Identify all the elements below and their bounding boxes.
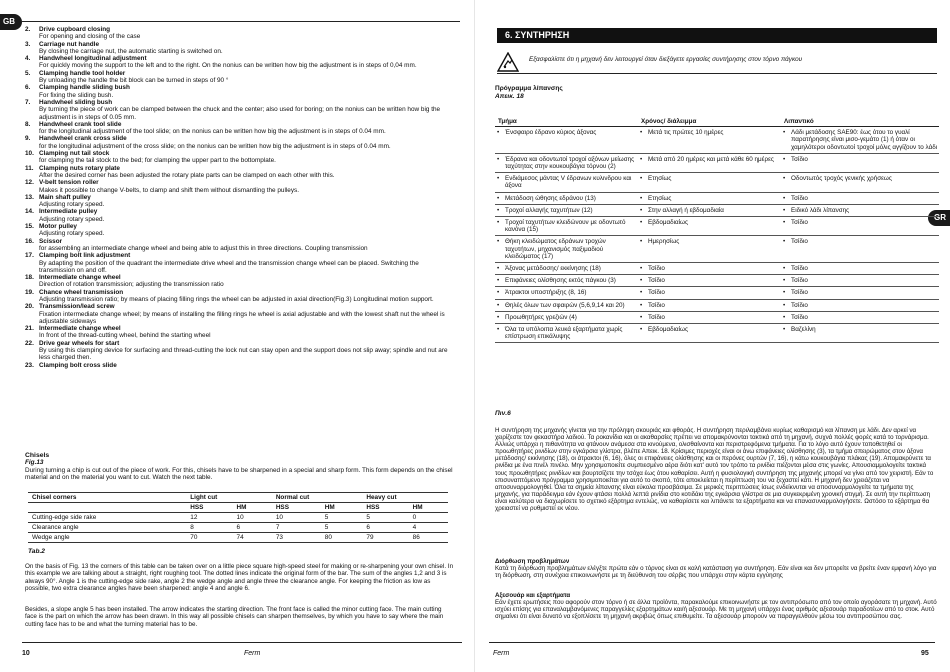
part-item: [25, 325, 455, 340]
table-cell: 86: [409, 533, 448, 543]
part-number: 11.: [25, 164, 34, 172]
table-cell: 10: [272, 513, 321, 523]
maintenance-cell: • Ημερησίως: [638, 238, 781, 260]
maintenance-cell: • Τροχοί αλλαγής ταχυτήτων (12): [495, 207, 638, 214]
part-title-line: [25, 252, 455, 259]
part-item: [25, 179, 455, 194]
part-number: 22.: [25, 339, 34, 347]
table-cell: Wedge angle: [28, 533, 186, 543]
part-title: Clamping nuts rotary plate: [39, 164, 120, 172]
part-title-line: [25, 150, 455, 157]
maintenance-cell: • Ετησίως: [638, 195, 781, 202]
part-title-line: [25, 274, 455, 281]
part-title-line: [25, 289, 455, 296]
table-cell: 7: [272, 523, 321, 533]
part-item: [25, 55, 455, 70]
part-number: 8.: [25, 120, 31, 128]
maintenance-body: Η συντήρηση της μηχανής γίνεται για την πρόληψη σκουριάς και φθοράς. Η συντήρηση περιλαμβάνει κυρίως καθαρισμό και λίπανση με λάδι. Δεν αρκεί να χειρίζεστε τον φεκαστήρα λαδιού. Τα ροκανίδια και οι ακαθαρσίες πρέπει να απομακρύνονται τακτικά από τη μηχανή, συχνά πολλές φορές κατά το τορνάρισμα. Αλλιώς υπάρχει η πιθανότητα να φτάνουν ανάμεσα στα κινούμενα, ολισθαίνοντα και περιστρεφόμενα τμήματα. Για το λόγο αυτό έχουν τοποθετηθεί οι προωθητήρες ρινιδίων στην εγκάρσια γλίστρα, βλέπε Απεικ. 18. Κρίσιμες περιοχές είναι οι άνω επιφάνειες ολίσθησης (3), τα τμήμα σπειρώματος στον άξονα μετάδοσης/ εκκίνησης (18), οι άτρακτοι (6, 16), όλες οι επιφάνειες ολίσθησης και οι περόνες ουρτών (7, 16), η κάτω κουκουβάγια πλάκας (19). Απομακρύνετε τα ρινίδια με ένα πινέλ πινέλο. Μην χρησιμοποιείτε συμπιεσμένο αέρα διότι κατ' αυτό τον τρόπο τα ρινίδια πιέζονται μέσα στις γωνίες. Απουσιαμμολογείτε τακτικά τους προωθητήρες ρινιδίων και βουρτσίζετε την τσόχα έως ότου καθαρίσει. Αυτή η φυσιολογική συντήρηση της μηχανής μπορεί να γίνει από τον χειριστή. Εάν το επισυναπτόμενο πρόγραμμα χρησιμοποιείται για αυτό το σκοπό, τότε αποκλείεται η περίπτωση του να ξεχαστεί κάτι. Η μηχανή δεν χρειάζεται να αποσυναρμολογηθεί. Όλα τα σημεία λίπανσης είναι εύκολα προσβάσιμα. Σε μερικές περιπτώσεις ίσως ενδείκνυται να αποσυναρμολογείτε τα τμήματα της μηχανής, για παράδειγμα εάν έχουν φτάσει πολλά λεπτά ρινίδια στο κοτιδάκι της εγκάρσια γλίστρα σε μια συγκεκριμένη χρονική στιγμή. Σε αυτή την περίπτωση είναι καλύτερα να διαχωρίσετε το σχετικό εξάρτημα εντελώς, να καθαρίσετε και λιπάνετε τα εξαρτήματα και να επανασυναρμολογήσετε. Ωστόσο το εξάρτημα θα χρειαστεί να ρυθμιστεί εκ νέου.: [495, 427, 934, 513]
maintenance-cell: • Στην αλλαγή ή εβδομαδιαία: [638, 207, 781, 214]
part-number: 15.: [25, 223, 34, 231]
part-title-line: [25, 208, 455, 215]
part-item: [25, 303, 455, 325]
maintenance-cell: • Εβδομαδιαίως: [638, 326, 781, 340]
part-item: [25, 41, 455, 56]
maintenance-row: [495, 300, 939, 312]
accessories-text: Εάν έχετε ερωτήσεις που αφορούν στον τόρνο ή σε άλλα προϊόντα, παρακαλούμε επικοινωνήστε με τον αντιπρόσωπο από τον οποίο αγοράσατε τη μηχανή. Αυτό ισχύει επίσης για επαναλαμβανόμενες παραγγελίες εξαρτημάτων και/ή αξεσουάρ. Με τη μηχανή υπάρχει ένας αριθμός αξεσουάρ παραδοτέων από το στοκ. Αυτό σημαίνει ότι είναι δυνατό να εξοπλίσετε τη μηχανή ακριβώς όπως επιθυμείτε. Τα αξεσουάρ μπορούν να παραγγελθούν μέσω του αντιπροσώπου σας.: [495, 599, 937, 621]
chisels-fig: Fig.13: [25, 459, 44, 467]
table-cell: Clearance angle: [28, 523, 186, 533]
maintenance-cell: • Θηλές όλων των σφαιρών (5,6,9,14 και 20): [495, 302, 638, 309]
part-title: Handwheel crank tool slide: [39, 120, 122, 128]
table-cell: 12: [186, 513, 232, 523]
table-sub: HSS: [186, 503, 232, 513]
maintenance-row: [495, 263, 939, 275]
maintenance-cell: • Προωθητήρες γρεζιών (4): [495, 314, 638, 321]
part-description: By closing the carriage nut, the automatic starting is switched on.: [39, 47, 223, 55]
footer-brand: Ferm: [493, 650, 510, 657]
table-cell: 74: [233, 533, 272, 543]
part-description: Adjusting transmission ratio; by means of placing filling rings the wheel can be adjusted in axial direction(Fig.3) Longitudinal motion support.: [39, 295, 434, 303]
maintenance-cell: • Οδοντωτός τροχός γενικής χρήσεως: [781, 175, 939, 189]
language-tab-gr: GR: [928, 210, 950, 226]
col-header: Τμήμα: [498, 118, 517, 125]
maintenance-row: [495, 205, 939, 217]
part-title-line: [25, 121, 455, 128]
part-title-line: [25, 55, 455, 62]
part-title-line: [25, 340, 455, 347]
table-cell: 6: [233, 523, 272, 533]
part-description: By using this clamping device for surfacing and thread-cutting the lock nut can stay open and the support does not slip away; spindle and nut are less charged then.: [39, 347, 448, 362]
part-title-line: [25, 238, 455, 245]
troubleshooting-text: Κατά τη διόρθωση προβλημάτων ελέγξτε πρώτα εάν ο τόρνος είναι σε καλή κατάσταση για συντήρηση. Εάν είναι και δεν μπορείτε να βρείτε έναν εμφανή λόγο για τη διόρθωση, στη συνέχεια επικοινωνήστε με τη διεύθυνση του σέρβις που υπάρχει στην κάρτα εγγύησης: [495, 565, 937, 580]
maintenance-row: [495, 127, 939, 154]
maintenance-cell: • Τσίδιο: [781, 265, 939, 272]
part-title: Clamping bolt link adjustment: [39, 252, 131, 260]
table-head: Light cut: [186, 493, 272, 503]
table-cell: 10: [233, 513, 272, 523]
page-number: 95: [921, 650, 929, 657]
part-title: Handwheel sliding bush: [39, 98, 113, 106]
part-title-line: [25, 26, 455, 33]
table-cell: 0: [409, 513, 448, 523]
part-item: [25, 223, 455, 238]
maintenance-row: [495, 173, 939, 192]
maintenance-warning-icon: [497, 52, 519, 72]
table-row: [28, 523, 448, 533]
part-title: Clamping handle sliding bush: [39, 84, 130, 92]
part-description: for assembling an intermediate change wheel and being able to adjust this in three directions. Coupling transmission: [39, 244, 368, 252]
table-head: Heavy cut: [362, 493, 448, 503]
part-number: 10.: [25, 150, 34, 158]
language-tab-gb: GB: [0, 14, 22, 30]
paragraph: On the basis of Fig. 13 the corners of this table can be taken over on a little piece square high-speed steel for making or re-sharpening your own chisel. In this example we are talking about a straight, right roughing tool. The dotted lines indicate the original form of the bar. The sum of the angles 1,2 and 3 is always 90°. Angle 1 is the cutting-edge side rake, angle 2 the wedge angle and angle three the clearance angle. For keeping the friction as low as possible, two extra clearance angles have been sharpened: angle 4 and angle 6.: [25, 563, 454, 593]
part-description: For opening and closing of the case: [39, 33, 141, 41]
maintenance-cell: • Τσίδιο: [638, 314, 781, 321]
col-header: Χρόνος/ διάλειμμα: [641, 118, 697, 125]
chisel-table: [28, 492, 448, 543]
part-number: 20.: [25, 303, 34, 311]
part-title-line: [25, 194, 455, 201]
table-sub: HSS: [362, 503, 408, 513]
part-number: 12.: [25, 179, 34, 187]
part-item: [25, 362, 455, 369]
part-description: For fixing the sliding bush.: [39, 91, 114, 99]
maintenance-cell: • Θήκη κλειδώματος εδράνων τροχών ταχυτήτων, μηχανισμός παξιμαδιού κλειδώματος (17): [495, 238, 638, 260]
maintenance-cell: • Τσίδιο: [638, 265, 781, 272]
maintenance-cell: • Ενδιάμεσος μάντας V έδρανων κυλινδρου και άξονα: [495, 175, 638, 189]
maintenance-cell: • Ένσφαιρο έδρανο κύριος άξονας: [495, 129, 638, 151]
part-title: V-belt tension roller: [39, 179, 99, 187]
part-title: Handwheel crank cross slide: [39, 135, 127, 143]
col-header: Λιπαντικό: [784, 118, 814, 125]
part-title-line: [25, 165, 455, 172]
part-item: [25, 340, 455, 362]
part-item: [25, 274, 455, 289]
part-item: [25, 121, 455, 136]
table-cell: 6: [362, 523, 408, 533]
part-title: Intermediate change wheel: [39, 274, 121, 282]
part-title: Chance wheel transmission: [39, 288, 124, 296]
part-description: for the longitudinal adjustment of the cross slide; on the nonius can be written how big the adjustment is in steps of 0.04 mm.: [39, 142, 391, 150]
table-head: Chisel corners: [28, 493, 186, 503]
part-number: 21.: [25, 325, 34, 333]
part-description: Fixation intermediate change wheel; by means of installing the filling rings he wheel is axial adjustable and with the lowest shaft nut the wheel is adjustable sideways: [39, 310, 445, 325]
part-number: 4.: [25, 55, 31, 63]
page-number: 10: [22, 650, 30, 657]
maintenance-cell: • Τσίδιο: [781, 277, 939, 284]
part-title: Motor pulley: [39, 223, 77, 231]
part-description: Direction of rotation transmission; adjusting the transmission ratio: [39, 281, 224, 289]
part-title: Intermediate change wheel: [39, 325, 121, 333]
table-cell: 5: [321, 513, 363, 523]
table-row: [28, 513, 448, 523]
maintenance-cell: • Τσίδιο: [781, 156, 939, 170]
maintenance-cell: • Τσίδιο: [638, 289, 781, 296]
part-title-line: [25, 303, 455, 310]
part-description: Adjusting rotary speed.: [39, 201, 105, 209]
lubrication-fig: Απεικ. 18: [495, 92, 524, 100]
part-title: Intermediate pulley: [39, 208, 98, 216]
chisels-heading: Chisels: [25, 452, 50, 459]
maintenance-cell: • Ειδικό λάδι λίπανσης: [781, 207, 939, 214]
part-description: By unloading the handle the bit block can be turned in steps of 90 °: [39, 77, 229, 85]
section-title: 6. ΣΥΝΤΗΡΗΣΗ: [497, 28, 937, 43]
part-title: Scissor: [39, 237, 63, 245]
paragraph: Besides, a slope angle 5 has been installed. The arrow indicates the starting direction. The front face is called the minor cutting face. The main cutting face is the part on which the arrow has been drawn. In this way all possible chisels can sharpen themselves, by which you have to say where the main cutting face has to be and what the turning material has to be.: [25, 606, 444, 628]
chisels-section: [25, 452, 455, 482]
part-item: [25, 194, 455, 209]
maintenance-table-header: [495, 118, 939, 127]
part-title-line: [25, 362, 455, 369]
maintenance-cell: • Λάδι μετάδοσης SAE90: έως ότου το γυαλί παρατήρησης είναι μισο-γεμάτο (1) ή όταν οι χαμηλότεροι οδοντωτοί τροχοί μόλις αγγίζουν το λάδι: [781, 129, 939, 151]
footer-rule: [22, 642, 462, 643]
part-item: [25, 135, 455, 150]
part-description: After the desired corner has been adjusted the rotary plate parts can be clamped on each other with this.: [39, 171, 335, 179]
maintenance-row: [495, 236, 939, 263]
warning-text: Εξασφαλίστε ότι η μηχανή δεν λειτουργεί όταν διεξάγετε εργασίες συντήρησης στον τόρνο πάγκου: [529, 56, 803, 63]
part-item: [25, 26, 455, 41]
lubrication-title: Πρόγραμμα λίπανσης: [495, 85, 563, 92]
maintenance-cell: • Βαζελίνη: [781, 326, 939, 340]
table-cell: 79: [362, 533, 408, 543]
part-title-line: [25, 223, 455, 230]
table-cell: 8: [186, 523, 232, 533]
table-sub: HM: [321, 503, 363, 513]
chisels-text: During turning a chip is cut out of the piece of work. For this, chisels have to be sharpened in a special and sharp form. This form depends on the chisel material and on the material you want to cut. Watch the next table.: [25, 466, 453, 482]
maintenance-cell: • Τσίδιο: [781, 314, 939, 321]
part-description: For quickly moving the support to the left and to the right. On the nonius can be written how big the adjustment is in steps of 0,04 mm.: [39, 62, 417, 70]
part-title-line: [25, 70, 455, 77]
table-cell: Cutting-edge side rake: [28, 513, 186, 523]
part-description: Adjusting rotary speed.: [39, 215, 105, 223]
maintenance-row: [495, 312, 939, 324]
warning-rule: [497, 73, 937, 74]
maintenance-row: [495, 287, 939, 299]
part-title: Clamping handle tool holder: [39, 69, 126, 77]
part-item: [25, 165, 455, 180]
part-item: [25, 150, 455, 165]
maintenance-row: [495, 275, 939, 287]
top-rule: [22, 21, 460, 22]
part-item: [25, 252, 455, 274]
table-cell: 5: [321, 523, 363, 533]
part-item: [25, 70, 455, 85]
footer-rule: [489, 642, 935, 643]
part-description: for the longitudinal adjustment of the tool slide; on the nonius can be written how big the adjustment is in steps of 0.04 mm.: [39, 128, 386, 136]
part-title: Clamping bolt cross slide: [39, 361, 117, 369]
part-title-line: [25, 99, 455, 106]
part-description: In front of the thread-cutting wheel, behind the starting wheel: [39, 332, 211, 340]
maintenance-cell: • Άξονας μετάδοσης/ εκκίνησης (18): [495, 265, 638, 272]
part-title: Handwheel longitudinal adjustment: [39, 55, 147, 63]
part-title: Main shaft pulley: [39, 193, 91, 201]
part-item: [25, 208, 455, 223]
maintenance-row: [495, 154, 939, 173]
part-title-line: [25, 41, 455, 48]
maintenance-table: [495, 118, 939, 343]
part-title-line: [25, 84, 455, 91]
part-title: Clamping nut tail stock: [39, 150, 110, 158]
part-title-line: [25, 135, 455, 142]
part-description: By adapting the position of the quadrant the intermediate drive wheel and the transmission change wheel can be placed. Switching the transmission on and off.: [39, 259, 419, 274]
maintenance-cell: • Εβδομαδιαίως: [638, 219, 781, 233]
table-caption: Tab.2: [28, 548, 45, 555]
part-number: 5.: [25, 69, 31, 77]
part-description: Adjusting rotary speed.: [39, 230, 105, 238]
part-item: [25, 289, 455, 304]
maintenance-cell: • Άτρακτοι υποστήριξης (8, 16): [495, 289, 638, 296]
table-cell: 73: [272, 533, 321, 543]
part-number: 23.: [25, 361, 34, 369]
part-number: 17.: [25, 252, 34, 260]
maintenance-cell: • Τσίδιο: [781, 219, 939, 233]
right-page: [475, 0, 950, 672]
part-title: Carriage nut handle: [39, 40, 100, 48]
maintenance-cell: • Τσίδιο: [781, 302, 939, 309]
part-number: 16.: [25, 237, 34, 245]
table-sub: HSS: [272, 503, 321, 513]
maintenance-cell: • Μετάδοση ώθησης εδράνου (13): [495, 195, 638, 202]
part-number: 13.: [25, 193, 34, 201]
part-title-line: [25, 179, 455, 186]
part-description: for clamping the tail stock to the bed; for clamping the upper part to the bottomplate.: [39, 157, 276, 165]
part-number: 18.: [25, 274, 34, 282]
parts-list: [25, 26, 455, 369]
maintenance-row: [495, 193, 939, 205]
footer-brand: Ferm: [244, 650, 261, 657]
part-number: 2.: [25, 26, 31, 33]
part-number: 3.: [25, 40, 31, 48]
maintenance-cell: • Μετά τις πρώτες 10 ημέρες: [638, 129, 781, 151]
part-title: Transmission/lead screw: [39, 303, 115, 311]
maintenance-cell: • Τσίδιο: [638, 302, 781, 309]
table-cell: 4: [409, 523, 448, 533]
accessories-section: [495, 592, 939, 620]
part-number: 19.: [25, 288, 34, 296]
maintenance-cell: • Έδρανα και οδοντωτοί τροχοί αξόνων μείωσης ταχύτητας στην κουκουβάγια τόρνου (2): [495, 156, 638, 170]
part-title-line: [25, 325, 455, 332]
part-number: 9.: [25, 135, 31, 143]
table-row: [28, 533, 448, 543]
troubleshooting-title: Διόρθωση προβλημάτων: [495, 558, 570, 565]
maintenance-row: [495, 324, 939, 343]
maintenance-cell: • Μετά από 20 ημέρες και μετά κάθε 60 ημέρες: [638, 156, 781, 170]
part-description: By turning the piece of work can be clamped between the chuck and the center; also used for boring; on the nonius can be written how big the adjustment is in steps of 0.05 mm.: [39, 106, 441, 121]
maintenance-cell: • Τσίδιο: [781, 289, 939, 296]
maintenance-cell: • Τροχοί ταχυτήτων κλειδώνουν με οδοντωτό κανόνα (15): [495, 219, 638, 233]
table-caption: Πιν.6: [495, 410, 511, 417]
maintenance-row: [495, 217, 939, 236]
table-cell: 5: [362, 513, 408, 523]
table-sub: [28, 503, 186, 513]
accessories-title: Αξεσουάρ και εξαρτήματα: [495, 592, 571, 599]
maintenance-cell: • Τσίδιο: [781, 238, 939, 260]
part-item: [25, 84, 455, 99]
table-cell: 80: [321, 533, 363, 543]
maintenance-cell: • Τσίδιο: [781, 195, 939, 202]
troubleshooting-section: [495, 558, 939, 579]
part-number: 14.: [25, 208, 34, 216]
table-head: Normal cut: [272, 493, 363, 503]
part-item: [25, 238, 455, 253]
lubrication-heading: [495, 85, 563, 100]
part-description: Makes it possible to change V-belts, to clamp and shift them without dismantling the pulleys.: [39, 186, 300, 194]
part-title: Drive gear wheels for start: [39, 339, 120, 347]
part-item: [25, 99, 455, 121]
maintenance-cell: • Ετησίως: [638, 175, 781, 189]
maintenance-cell: • Όλα τα υπόλοιπα λευκά εξαρτήματα χωρίς επίστρωση επικάλυψης: [495, 326, 638, 340]
table-sub: HM: [409, 503, 448, 513]
table-cell: 70: [186, 533, 232, 543]
part-number: 7.: [25, 98, 31, 106]
table-sub: HM: [233, 503, 272, 513]
maintenance-cell: • Επιφάνειες ολίσθησης εκτός πάγκου (3): [495, 277, 638, 284]
part-title: Drive cupboard closing: [39, 26, 111, 33]
part-number: 6.: [25, 84, 31, 92]
maintenance-cell: • Τσίδιο: [638, 277, 781, 284]
